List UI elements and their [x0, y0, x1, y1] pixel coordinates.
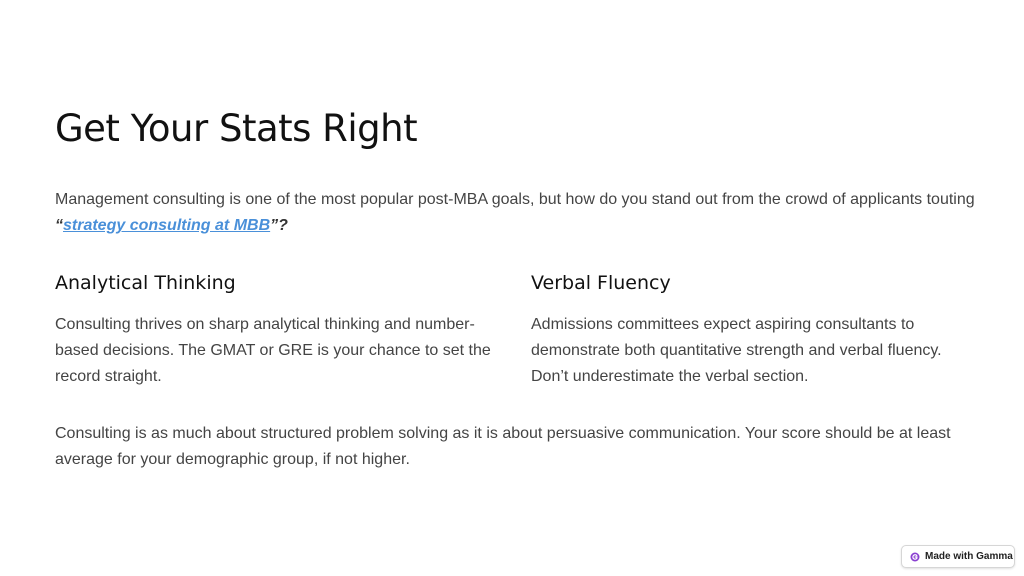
intro-paragraph: [55, 187, 985, 239]
column-body: Admissions committees expect aspiring consultants to demonstrate both quantitative strength and verbal fluency. Don’t underestimate the verbal section.: [531, 316, 942, 385]
made-with-gamma-badge[interactable]: [901, 545, 1015, 568]
intro-text: Management consulting is one of the most popular post-MBA goals, but how do you stand out from the crowd of applicants touting: [55, 191, 975, 208]
closing-paragraph: Consulting is as much about structured problem solving as it is about persuasive communication. Your score should be at least average for your demographic group, if not higher.: [55, 425, 951, 468]
analytical-thinking-column: [55, 268, 495, 390]
slide-title: Get Your Stats Right: [55, 107, 418, 150]
badge-label: Made with Gamma: [925, 551, 1013, 562]
quote-close: ”?: [270, 217, 288, 234]
verbal-fluency-column: [531, 268, 971, 390]
column-heading: Verbal Fluency: [531, 272, 671, 294]
column-heading: Analytical Thinking: [55, 272, 236, 294]
gamma-logo-icon: [910, 552, 920, 562]
strategy-consulting-link[interactable]: strategy consulting at MBB: [63, 217, 271, 234]
quote-open: “: [55, 217, 63, 234]
column-body: Consulting thrives on sharp analytical thinking and number-based decisions. The GMAT or GRE is your chance to set the record straight.: [55, 316, 491, 385]
